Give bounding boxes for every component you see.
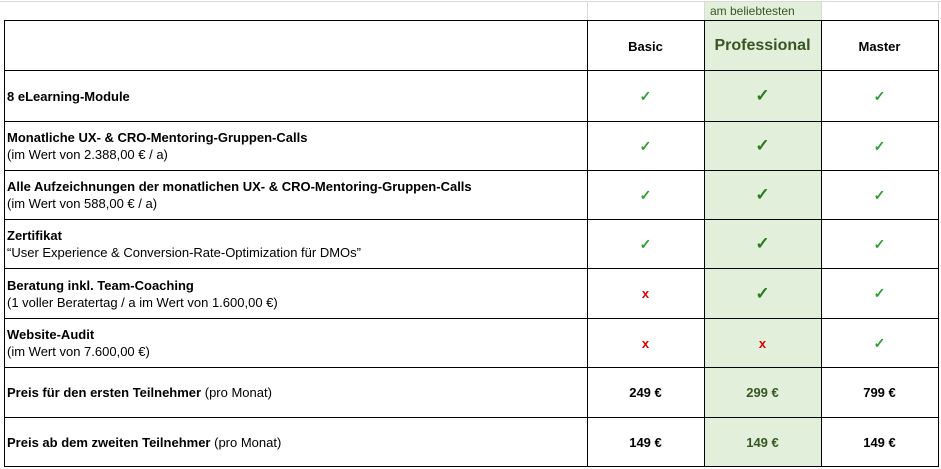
price-label-title: Preis für den ersten Teilnehmer xyxy=(7,385,202,400)
feature-title: Alle Aufzeichnungen der monatlichen UX- & CRO-Mentoring-Gruppen-Calls xyxy=(7,179,472,194)
price-value-basic: 149 € xyxy=(629,434,662,450)
feature-title: Monatliche UX- & CRO-Mentoring-Gruppen-Calls xyxy=(7,130,308,145)
row-border xyxy=(4,20,938,21)
check-icon: ✓ xyxy=(873,235,886,252)
grid-line-strip xyxy=(587,1,588,20)
grid-line-strip xyxy=(704,1,705,20)
check-icon: ✓ xyxy=(873,186,886,203)
feature-title: Website-Audit xyxy=(7,327,95,342)
price-value-master: 149 € xyxy=(863,434,896,450)
feature-label xyxy=(7,71,587,121)
check-icon: ✓ xyxy=(755,234,770,253)
most-popular-badge: am beliebtesten xyxy=(710,4,795,18)
check-icon: ✓ xyxy=(639,137,652,154)
price-label-line xyxy=(7,434,587,451)
check-icon: ✓ xyxy=(639,87,652,104)
row-border xyxy=(4,466,938,467)
price-label-title: Preis ab dem zweiten Teilnehmer xyxy=(7,434,211,450)
plan-header-master: Master xyxy=(858,38,901,54)
price-value-professional: 149 € xyxy=(746,434,779,450)
price-value-master: 799 € xyxy=(863,385,896,400)
feature-title: Zertifikat xyxy=(7,228,62,243)
check-icon: ✓ xyxy=(639,186,652,203)
feature-subtitle: (im Wert von 7.600,00 €) xyxy=(7,344,150,359)
grid-line-strip xyxy=(821,1,822,20)
price-label-line xyxy=(7,384,587,401)
grid-line-strip xyxy=(938,1,939,20)
feature-subtitle: (im Wert von 2.388,00 € / a) xyxy=(7,147,168,162)
check-icon: ✓ xyxy=(873,285,886,301)
check-icon: ✓ xyxy=(873,87,886,104)
feature-label xyxy=(7,171,587,219)
feature-label xyxy=(7,220,587,268)
plan-header-basic: Basic xyxy=(628,38,663,54)
feature-title: Beratung inkl. Team-Coaching xyxy=(7,277,194,293)
check-icon: ✓ xyxy=(755,185,770,204)
check-icon: ✓ xyxy=(873,137,886,154)
feature-subtitle: (1 voller Beratertag / a im Wert von 1.600,00 €) xyxy=(7,294,278,310)
feature-title: 8 eLearning-Module xyxy=(7,88,130,104)
price-value-basic: 249 € xyxy=(629,385,662,400)
check-icon: ✓ xyxy=(639,235,652,252)
cross-icon: x xyxy=(758,335,767,351)
feature-subtitle: (im Wert von 588,00 € / a) xyxy=(7,196,158,211)
check-icon: ✓ xyxy=(755,86,770,105)
plan-header-professional: Professional xyxy=(714,37,811,54)
cross-icon: x xyxy=(641,286,650,301)
check-icon: ✓ xyxy=(873,334,886,351)
price-value-professional: 299 € xyxy=(746,385,779,400)
column-border xyxy=(4,20,5,467)
grid-line-top xyxy=(0,1,941,2)
price-label xyxy=(7,368,587,417)
price-label-note: (pro Monat) xyxy=(214,434,282,450)
price-label xyxy=(7,418,587,466)
price-label-note: (pro Monat) xyxy=(204,385,272,400)
check-icon: ✓ xyxy=(755,136,770,155)
feature-subtitle: “User Experience & Conversion-Rate-Optimization für DMOs” xyxy=(7,245,361,260)
column-border xyxy=(938,20,939,467)
check-icon: ✓ xyxy=(755,283,770,303)
cross-icon: x xyxy=(641,335,650,351)
feature-label xyxy=(7,319,587,367)
feature-label xyxy=(7,122,587,170)
feature-label xyxy=(7,269,587,318)
